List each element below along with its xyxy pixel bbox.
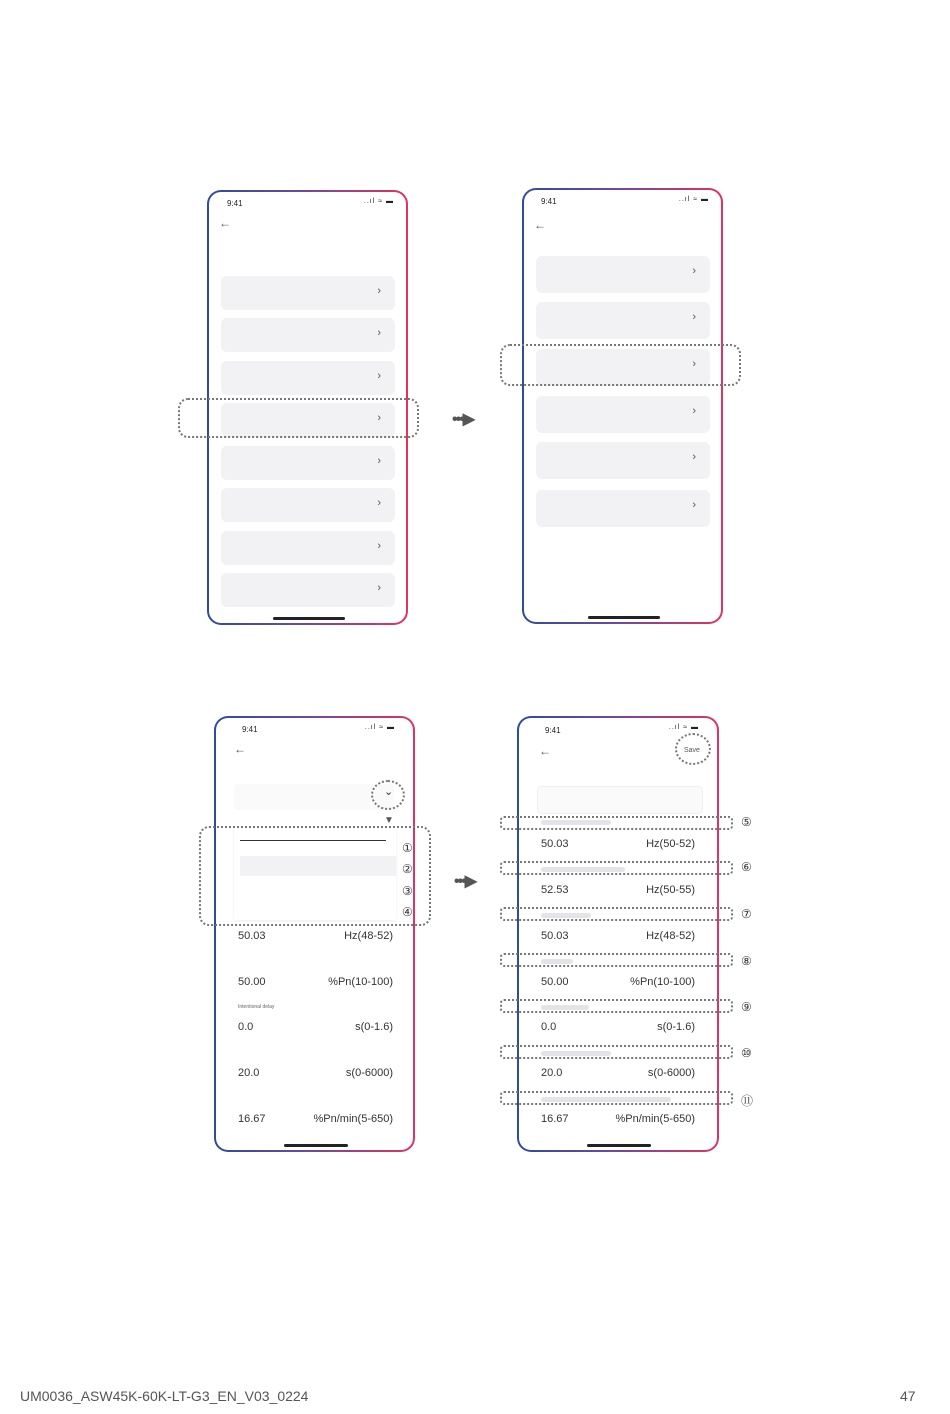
menu-row-6[interactable] <box>221 488 395 522</box>
param-value-5[interactable]: 16.67 <box>238 1113 266 1125</box>
menu-row-2[interactable] <box>221 318 395 352</box>
chevron-right-icon: › <box>377 582 381 594</box>
param-value-11[interactable]: 16.67 <box>541 1113 569 1125</box>
home-indicator <box>587 1144 651 1147</box>
chevron-down-icon[interactable]: ⌄ <box>384 786 394 798</box>
highlight-row-5 <box>500 816 733 830</box>
param-value-2[interactable]: 50.00 <box>238 976 266 988</box>
phone-top-right <box>522 188 723 624</box>
flow-arrow-icon: •••▶ <box>452 411 474 428</box>
pointer-down-icon: ▼ <box>384 815 394 826</box>
mode-select[interactable] <box>234 784 394 810</box>
param-unit-2: %Pn(10-100) <box>328 976 393 988</box>
menu-row-8[interactable] <box>221 573 395 607</box>
highlight-row-4 <box>178 398 419 438</box>
chevron-right-icon: › <box>692 405 696 417</box>
marker-3: ③ <box>402 884 413 898</box>
param-unit-4: s(0-6000) <box>345 1067 393 1079</box>
save-button[interactable]: Save <box>684 747 700 754</box>
chevron-right-icon: › <box>377 455 381 467</box>
document-id: UM0036_ASW45K-60K-LT-G3_EN_V03_0224 <box>20 1388 309 1404</box>
param-value-7[interactable]: 50.03 <box>541 930 569 942</box>
param-unit-7: Hz(48-52) <box>646 930 695 942</box>
chevron-right-icon: › <box>692 311 696 323</box>
param-unit-6: Hz(50-55) <box>646 884 695 896</box>
menu-row-1[interactable] <box>536 256 710 293</box>
param-unit-5: %Pn/min(5-650) <box>313 1113 393 1125</box>
highlight-row-11 <box>500 1091 733 1105</box>
back-arrow-icon[interactable]: ← <box>219 216 231 230</box>
mode-select[interactable] <box>537 786 703 814</box>
param-caption-3: Intentional delay <box>238 1004 275 1010</box>
back-arrow-icon[interactable]: ← <box>534 218 546 232</box>
marker-4: ④ <box>402 905 413 919</box>
param-unit-3: s(0-1.6) <box>355 1021 393 1033</box>
home-indicator <box>284 1144 348 1147</box>
menu-row-3[interactable] <box>221 361 395 395</box>
page-number: 47 <box>900 1388 916 1404</box>
home-indicator <box>273 617 345 620</box>
param-value-10[interactable]: 20.0 <box>541 1067 563 1079</box>
status-time: 9:41 <box>227 199 243 208</box>
chevron-right-icon: › <box>692 451 696 463</box>
marker-9: ⑨ <box>741 1000 752 1014</box>
chevron-right-icon: › <box>377 497 381 509</box>
menu-row-4[interactable] <box>536 396 710 433</box>
status-icons: ..ıl ≈ ▬ <box>363 198 394 205</box>
highlight-row-3 <box>500 344 741 386</box>
param-unit-8: %Pn(10-100) <box>630 976 695 988</box>
marker-1: ① <box>402 841 413 855</box>
marker-2: ② <box>402 862 413 876</box>
marker-10: ⑩ <box>741 1046 752 1060</box>
highlight-row-7 <box>500 907 733 921</box>
chevron-right-icon: › <box>377 412 381 424</box>
chevron-right-icon: › <box>377 370 381 382</box>
param-unit-9: s(0-1.6) <box>657 1021 695 1033</box>
param-value-3[interactable]: 0.0 <box>238 1021 254 1033</box>
marker-6: ⑥ <box>741 860 752 874</box>
param-value-4[interactable]: 20.0 <box>238 1067 260 1079</box>
back-arrow-icon[interactable]: ← <box>234 742 246 756</box>
menu-row-5[interactable] <box>536 442 710 479</box>
back-arrow-icon[interactable]: ← <box>539 744 551 758</box>
marker-5: ⑤ <box>741 815 752 829</box>
highlight-row-8 <box>500 953 733 967</box>
highlight-row-6 <box>500 861 733 875</box>
menu-row-6[interactable] <box>536 490 710 527</box>
param-value-6[interactable]: 52.53 <box>541 884 569 896</box>
param-value-8[interactable]: 50.00 <box>541 976 569 988</box>
menu-row-2[interactable] <box>536 302 710 339</box>
menu-row-7[interactable] <box>221 531 395 565</box>
param-value-9[interactable]: 0.0 <box>541 1021 557 1033</box>
highlight-row-9 <box>500 999 733 1013</box>
marker-8: ⑧ <box>741 954 752 968</box>
param-value-1[interactable]: 50.03 <box>238 930 266 942</box>
menu-row-5[interactable] <box>221 446 395 480</box>
status-icons: ..ıl ≈ ▬ <box>668 724 699 731</box>
param-value-5[interactable]: 50.03 <box>541 838 569 850</box>
status-time: 9:41 <box>541 197 557 206</box>
chevron-right-icon: › <box>377 327 381 339</box>
param-unit-5: Hz(50-52) <box>646 838 695 850</box>
home-indicator <box>588 616 660 619</box>
phone-bottom-right <box>517 716 719 1152</box>
marker-11: ⑪ <box>741 1094 754 1108</box>
param-unit-1: Hz(48-52) <box>344 930 393 942</box>
param-unit-11: %Pn/min(5-650) <box>615 1113 695 1125</box>
chevron-right-icon: › <box>692 265 696 277</box>
status-icons: ..ıl ≈ ▬ <box>678 196 709 203</box>
marker-7: ⑦ <box>741 907 752 921</box>
chevron-right-icon: › <box>377 285 381 297</box>
status-time: 9:41 <box>545 726 561 735</box>
menu-row-1[interactable] <box>221 276 395 310</box>
flow-arrow-icon: •••▶ <box>454 873 476 890</box>
chevron-right-icon: › <box>692 499 696 511</box>
chevron-right-icon: › <box>377 540 381 552</box>
chevron-right-icon: › <box>692 358 696 370</box>
param-unit-10: s(0-6000) <box>647 1067 695 1079</box>
status-icons: ..ıl ≈ ▬ <box>364 724 395 731</box>
highlight-row-10 <box>500 1045 733 1059</box>
highlight-dropdown-options <box>199 826 431 926</box>
highlight-save-button <box>675 733 711 765</box>
status-time: 9:41 <box>242 725 258 734</box>
